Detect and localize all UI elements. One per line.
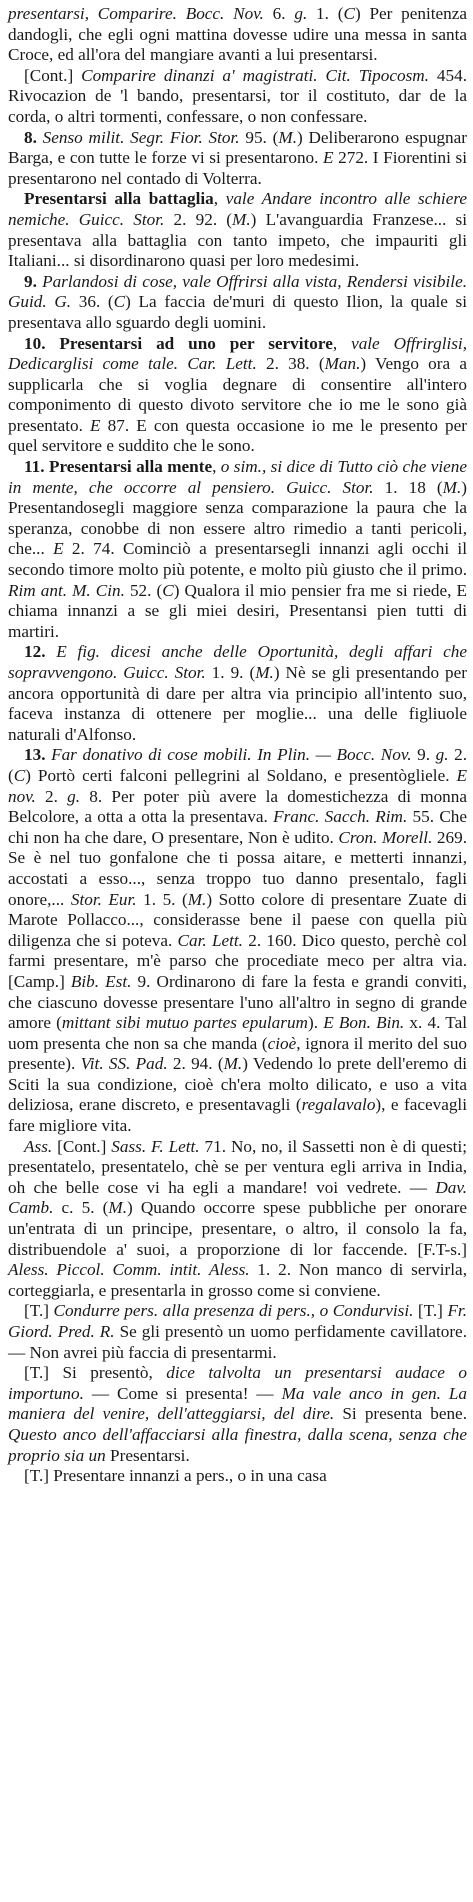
dictionary-paragraph: [T.] Presentare innanzi a pers., o in una casa — [24, 1466, 327, 1486]
dictionary-paragraph: Ass. [Cont.] Sass. F. Lett. 71. No, no, il Sassetti non è di questi; presentatelo, presentatelo, chè se per ventura egli arriva in India, oh che belle cose vi ha egli a mandare! voi vedrete. — Dav. Camb. c. 5. (M.) Quando occorre spese pubbliche per onorare un'entrata di un principe, presentare, o altro, il consolo la fa, distribuendole a' suoi, a proporzione di lor faccende. [F.T-s.] Aless. Piccol. Comm. intit. Aless. 1. 2. Non manco di servirla, corteggiarla, e presentarla in grosso come si conviene. — [8, 1136, 468, 1300]
dictionary-paragraph: Presentarsi alla battaglia, vale Andare incontro alle schiere nemiche. Guicc. Stor. 2. 92. (M.) L'avanguardia Franzese... si presentava alla battaglia con tanto impeto, che impauriti gli Italiani... si disordinarono quasi per loro medesimi. — [8, 189, 468, 271]
dictionary-paragraph: 12. E fig. dicesi anche delle Oportunità, degli affari che sopravvengono. Guicc. Stor. 1. 9. (M.) Nè se gli presentando per ancora opportunità di dare per altra via principio all'intento suo, faceva instanza di ottenere per moglie... una delle figliuole naturali d'Alfonso. — [8, 642, 468, 744]
dictionary-paragraph: 10. Presentarsi ad uno per servitore, vale Offrirglisi, Dedicarglisi come tale. Car. Lett. 2. 38. (Man.) Vengo ora a supplicarla che si voglia degnare di consentire all'intero componimento di questo divoto servitore che io me le sono già presentato. E 87. E con questa occasione io me le presento per quel servitore e suddito che le sono. — [8, 333, 468, 456]
dictionary-paragraph: [T.] Condurre pers. alla presenza di pers., o Condurvisi. [T.] Fr. Giord. Pred. R. Se gli presentò un uomo perfidamente cavillatore. — Non avrei più faccia di presentarmi. — [8, 1301, 468, 1362]
dictionary-paragraph: 11. Presentarsi alla mente, o sim., si dice di Tutto ciò che viene in mente, che occorre al pensiero. Guicc. Stor. 1. 18 (M.) Presentandosegli maggiore senza comparazione la paura che la speranza, conobbe di non essere altro rimedio a tanti pericoli, che... E 2. 74. Cominciò a presentarsegli innanzi agli occhi il secondo timore molto più potente, e molto più giusto che il primo. Rim ant. M. Cin. 52. (C) Qualora il mio pensier fra me si riede, E chiama innanzi a se gli miei desiri, Presentansi pien tutti di martiri. — [8, 457, 467, 641]
dictionary-paragraph: [Cont.] Comparire dinanzi a' magistrati. Cit. Tipocosm. 454. Rivocazion de 'l bando, presentarsi, tor il costituto, dar de la corda, o altri tormenti, confessare, o non confessare. — [8, 65, 468, 126]
dictionary-paragraph: [T.] Si presentò, dice talvolta un presentarsi audace o importuno. — Come si presenta! — Ma vale anco in gen. La maniera del venire, dell'atteggiarsi, del dire. Si presenta bene. Questo anco dell'affacciarsi alla finestra, dalla scena, senza che proprio sia un Presentarsi. — [8, 1363, 467, 1465]
dictionary-paragraph: presentarsi, Comparire. Bocc. Nov. 6. g. 1. (C) Per penitenza dandogli, che egli ogni mattina dovesse udire una messa in santa Croce, ed all'ora del mangiare avanti a lui presentarsi. — [8, 4, 468, 65]
dictionary-paragraph: 8. Senso milit. Segr. Fior. Stor. 95. (M.) Deliberarono espugnar Barga, e con tutte le forze vi si presentarono. E 272. I Fiorentini si presentarono nel contado di Volterra. — [8, 127, 467, 188]
dictionary-paragraph: 13. Far donativo di cose mobili. In Plin. — Bocc. Nov. 9. g. 2. (C) Portò certi falconi pellegrini al Soldano, e presentògliele. E nov. 2. g. 8. Per poter più avere la domestichezza di monna Belcolore, a otta a otta la presentava. Franc. Sacch. Rim. 55. Che chi non ha che dare, O presentare, Non è udito. Cron. Morell. 269. Se è nel tuo gonfalone che ti possa aitare, e metterti innanzi, accostati a esso..., senza troppo tuo danno presentalo, fagli onore,... Stor. Eur. 1. 5. (M.) Sotto colore di presentare Zuate di Marote Pollacco..., considerasse bene il paese con quella più diligenza che si poteva. Car. Lett. 2. 160. Dico questo, perchè col farmi presentare, m'è parso che procediate meco per altra via. [Camp.] Bib. Est. 9. Ordinarono di fare la festa e grandi conviti, che ciascuno dovesse presentare l'uno all'altro in segno di grande amore (mittant sibi mutuo partes epularum). E Bon. Bin. x. 4. Tal uom presenta che non sa che manda (cioè, ignora il merito del suo presente). Vit. SS. Pad. 2. 94. (M.) Vedendo lo prete dell'eremo di Sciti la sua condizione, cioè ch'era molto dilicato, e uso a vita deliziosa, erane discreto, e presentavagli (regalavalo), e facevagli fare migliore vita. — [8, 745, 468, 1136]
dictionary-paragraph: 9. Parlandosi di cose, vale Offrirsi alla vista, Rendersi visibile. Guid. G. 36. (C) La faccia de'muri di questo Ilion, la quale si presentava allo sguardo degli uomini. — [8, 271, 467, 332]
